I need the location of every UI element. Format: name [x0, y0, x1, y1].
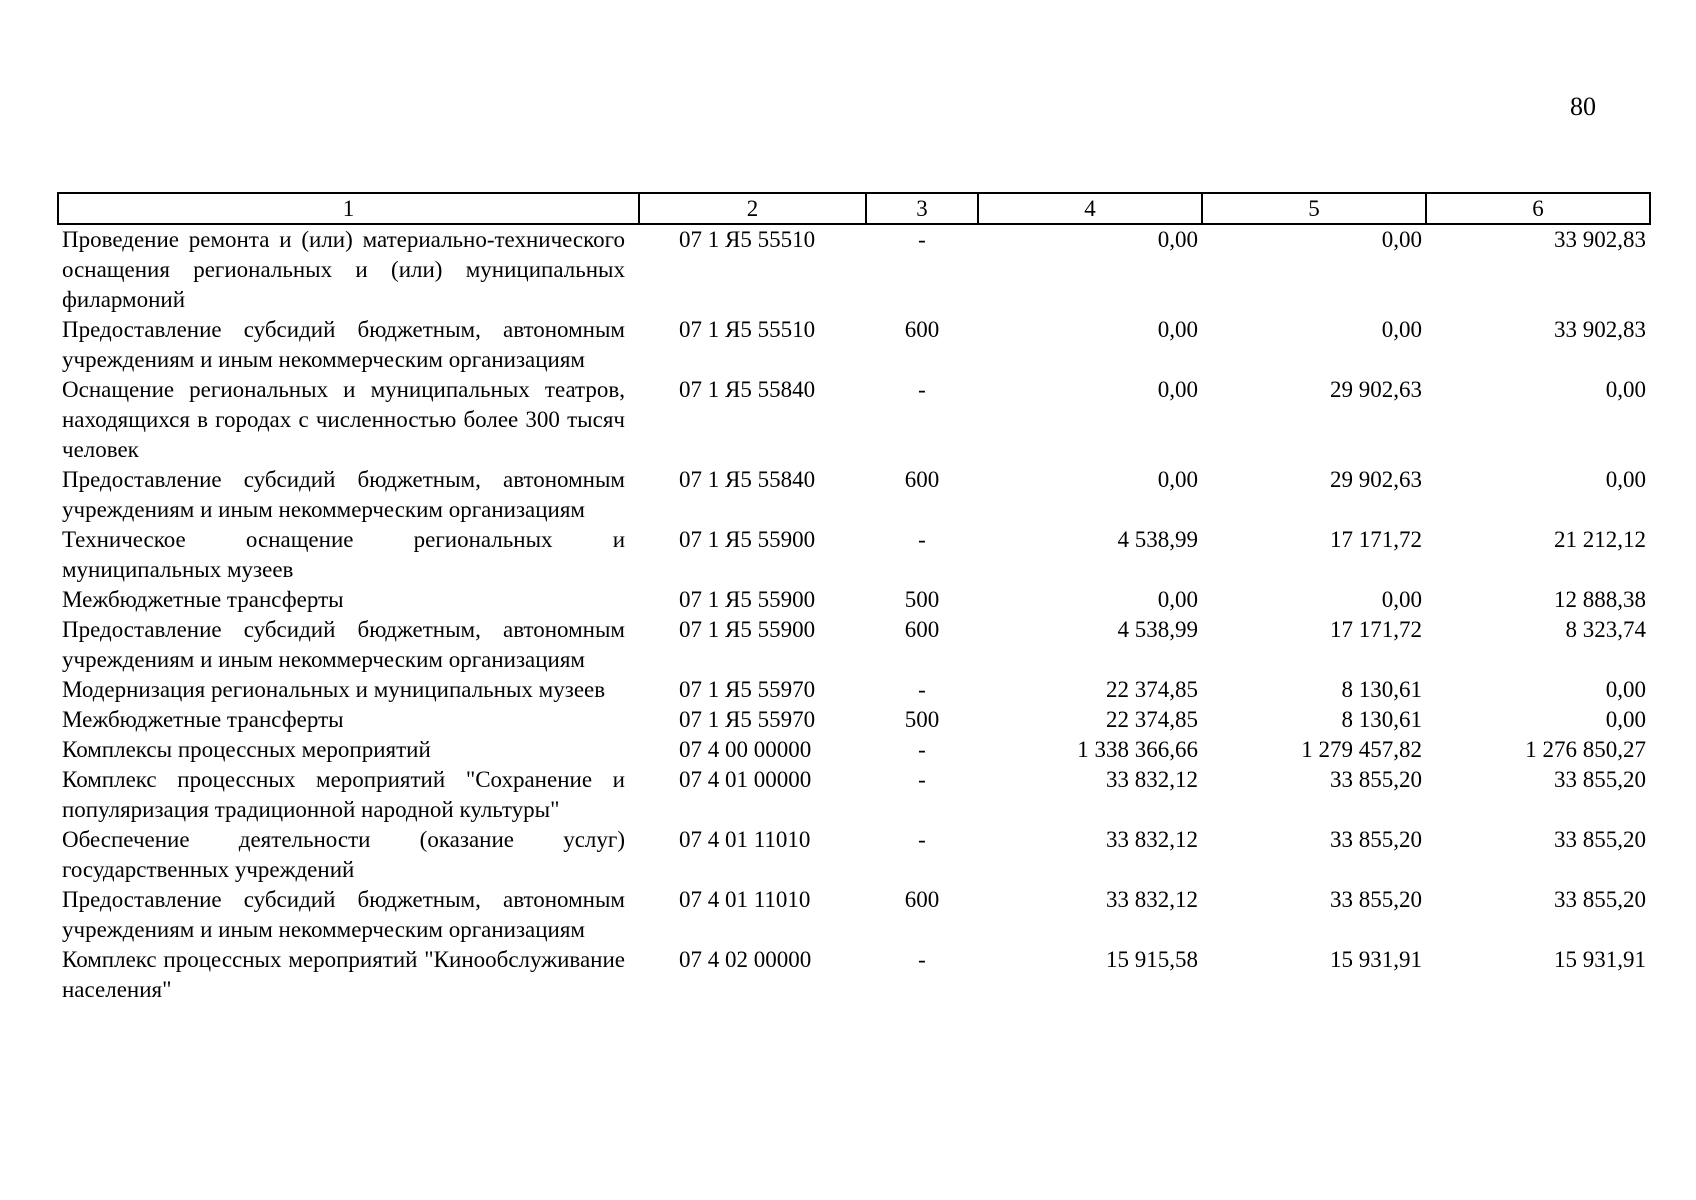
row-value-3: 0,00 — [1605, 467, 1646, 492]
row-type: - — [918, 227, 926, 252]
table-row — [58, 375, 1650, 465]
row-type: - — [918, 827, 926, 852]
row-value-1: 22 374,85 — [1106, 707, 1198, 732]
row-code: 07 4 01 11010 — [679, 887, 811, 912]
row-value-2: 33 855,20 — [1330, 767, 1422, 792]
row-value-3: 1 276 850,27 — [1525, 737, 1646, 762]
row-value-1: 0,00 — [1157, 317, 1198, 342]
row-value-3: 33 902,83 — [1554, 317, 1646, 342]
row-type: - — [918, 377, 926, 402]
row-name: Предоставление субсидий бюджетным, автономным учреждениям и иным некоммерческим организациям — [62, 617, 625, 672]
row-value-3: 8 323,74 — [1565, 617, 1646, 642]
row-name: Комплексы процессных мероприятий — [62, 737, 431, 762]
row-name: Предоставление субсидий бюджетным, автономным учреждениям и иным некоммерческим организациям — [62, 467, 625, 522]
table-row — [58, 765, 1650, 825]
row-type: 600 — [904, 317, 940, 342]
row-value-2: 29 902,63 — [1330, 377, 1422, 402]
row-name: Проведение ремонта и (или) материально-технического оснащения региональных и (или) муниципальных филармоний — [62, 227, 625, 312]
row-value-2: 17 171,72 — [1330, 617, 1422, 642]
row-value-2: 17 171,72 — [1330, 527, 1422, 552]
table-row — [58, 705, 1650, 735]
row-name: Комплекс процессных мероприятий "Кинообслуживание населения" — [62, 947, 625, 1002]
row-value-1: 0,00 — [1157, 587, 1198, 612]
row-value-3: 33 855,20 — [1554, 827, 1646, 852]
row-value-1: 4 538,99 — [1117, 527, 1198, 552]
column-number-header-row — [58, 193, 1650, 224]
column-number-header: 2 — [639, 193, 866, 224]
table-row — [58, 224, 1650, 315]
row-value-2: 8 130,61 — [1341, 677, 1422, 702]
row-value-1: 0,00 — [1157, 377, 1198, 402]
row-name: Модернизация региональных и муниципальных музеев — [62, 677, 606, 702]
row-value-2: 0,00 — [1381, 317, 1422, 342]
row-value-3: 0,00 — [1605, 677, 1646, 702]
row-code: 07 4 02 00000 — [679, 947, 812, 972]
row-code: 07 1 Я5 55840 — [679, 467, 816, 492]
row-code: 07 1 Я5 55510 — [679, 317, 816, 342]
row-value-1: 33 832,12 — [1106, 767, 1198, 792]
row-value-3: 15 931,91 — [1554, 947, 1646, 972]
row-value-2: 33 855,20 — [1330, 827, 1422, 852]
table-row — [58, 945, 1650, 1005]
row-name: Оснащение региональных и муниципальных театров, находящихся в городах с численностью более 300 тысяч человек — [62, 377, 625, 462]
row-value-3: 12 888,38 — [1554, 587, 1646, 612]
row-code: 07 1 Я5 55970 — [679, 677, 816, 702]
row-type: 600 — [904, 887, 940, 912]
row-value-1: 1 338 366,66 — [1077, 737, 1198, 762]
row-value-1: 33 832,12 — [1106, 887, 1198, 912]
row-value-2: 33 855,20 — [1330, 887, 1422, 912]
row-code: 07 1 Я5 55900 — [679, 617, 816, 642]
column-number-header: 4 — [978, 193, 1202, 224]
row-code: 07 1 Я5 55970 — [679, 707, 816, 732]
row-type: - — [918, 947, 926, 972]
row-code: 07 1 Я5 55510 — [679, 227, 816, 252]
row-value-3: 0,00 — [1605, 707, 1646, 732]
row-type: 600 — [904, 617, 940, 642]
row-value-3: 33 902,83 — [1554, 227, 1646, 252]
table-row — [58, 315, 1650, 375]
table-row — [58, 885, 1650, 945]
row-value-1: 22 374,85 — [1106, 677, 1198, 702]
row-type: - — [918, 527, 926, 552]
row-name: Предоставление субсидий бюджетным, автономным учреждениям и иным некоммерческим организациям — [62, 317, 625, 372]
page-number: 80 — [1570, 92, 1596, 121]
row-name: Комплекс процессных мероприятий "Сохранение и популяризация традиционной народной культуры" — [62, 767, 625, 822]
row-value-3: 33 855,20 — [1554, 887, 1646, 912]
row-name: Межбюджетные трансферты — [62, 707, 344, 732]
row-name: Предоставление субсидий бюджетным, автономным учреждениям и иным некоммерческим организациям — [62, 887, 625, 942]
table-row — [58, 525, 1650, 585]
row-code: 07 4 01 11010 — [679, 827, 811, 852]
row-code: 07 4 01 00000 — [679, 767, 812, 792]
row-value-1: 15 915,58 — [1106, 947, 1198, 972]
table-row — [58, 465, 1650, 525]
table-row — [58, 585, 1650, 615]
table-row — [58, 735, 1650, 765]
row-code: 07 1 Я5 55900 — [679, 527, 816, 552]
row-value-2: 29 902,63 — [1330, 467, 1422, 492]
row-name: Обеспечение деятельности (оказание услуг) государственных учреждений — [62, 827, 625, 882]
row-code: 07 4 00 00000 — [679, 737, 812, 762]
row-value-3: 0,00 — [1605, 377, 1646, 402]
column-number-header: 3 — [866, 193, 978, 224]
row-value-1: 0,00 — [1157, 467, 1198, 492]
row-value-1: 4 538,99 — [1117, 617, 1198, 642]
column-number-header: 1 — [58, 193, 639, 224]
row-type: 600 — [904, 467, 940, 492]
row-type: - — [918, 767, 926, 792]
row-value-2: 0,00 — [1381, 587, 1422, 612]
row-value-1: 0,00 — [1157, 227, 1198, 252]
budget-table — [57, 192, 1651, 1005]
row-type: - — [918, 737, 926, 762]
column-number-header: 5 — [1202, 193, 1426, 224]
column-number-header: 6 — [1426, 193, 1650, 224]
row-type: 500 — [904, 707, 940, 732]
row-name: Техническое оснащение региональных и муниципальных музеев — [62, 527, 625, 582]
row-value-3: 33 855,20 — [1554, 767, 1646, 792]
table-row — [58, 615, 1650, 675]
table-row — [58, 675, 1650, 705]
row-code: 07 1 Я5 55840 — [679, 377, 816, 402]
row-name: Межбюджетные трансферты — [62, 587, 344, 612]
row-code: 07 1 Я5 55900 — [679, 587, 816, 612]
row-value-2: 15 931,91 — [1330, 947, 1422, 972]
table-row — [58, 825, 1650, 885]
row-type: - — [918, 677, 926, 702]
row-value-2: 1 279 457,82 — [1301, 737, 1422, 762]
row-value-1: 33 832,12 — [1106, 827, 1198, 852]
row-value-3: 21 212,12 — [1554, 527, 1646, 552]
row-value-2: 0,00 — [1381, 227, 1422, 252]
row-type: 500 — [904, 587, 940, 612]
row-value-2: 8 130,61 — [1341, 707, 1422, 732]
